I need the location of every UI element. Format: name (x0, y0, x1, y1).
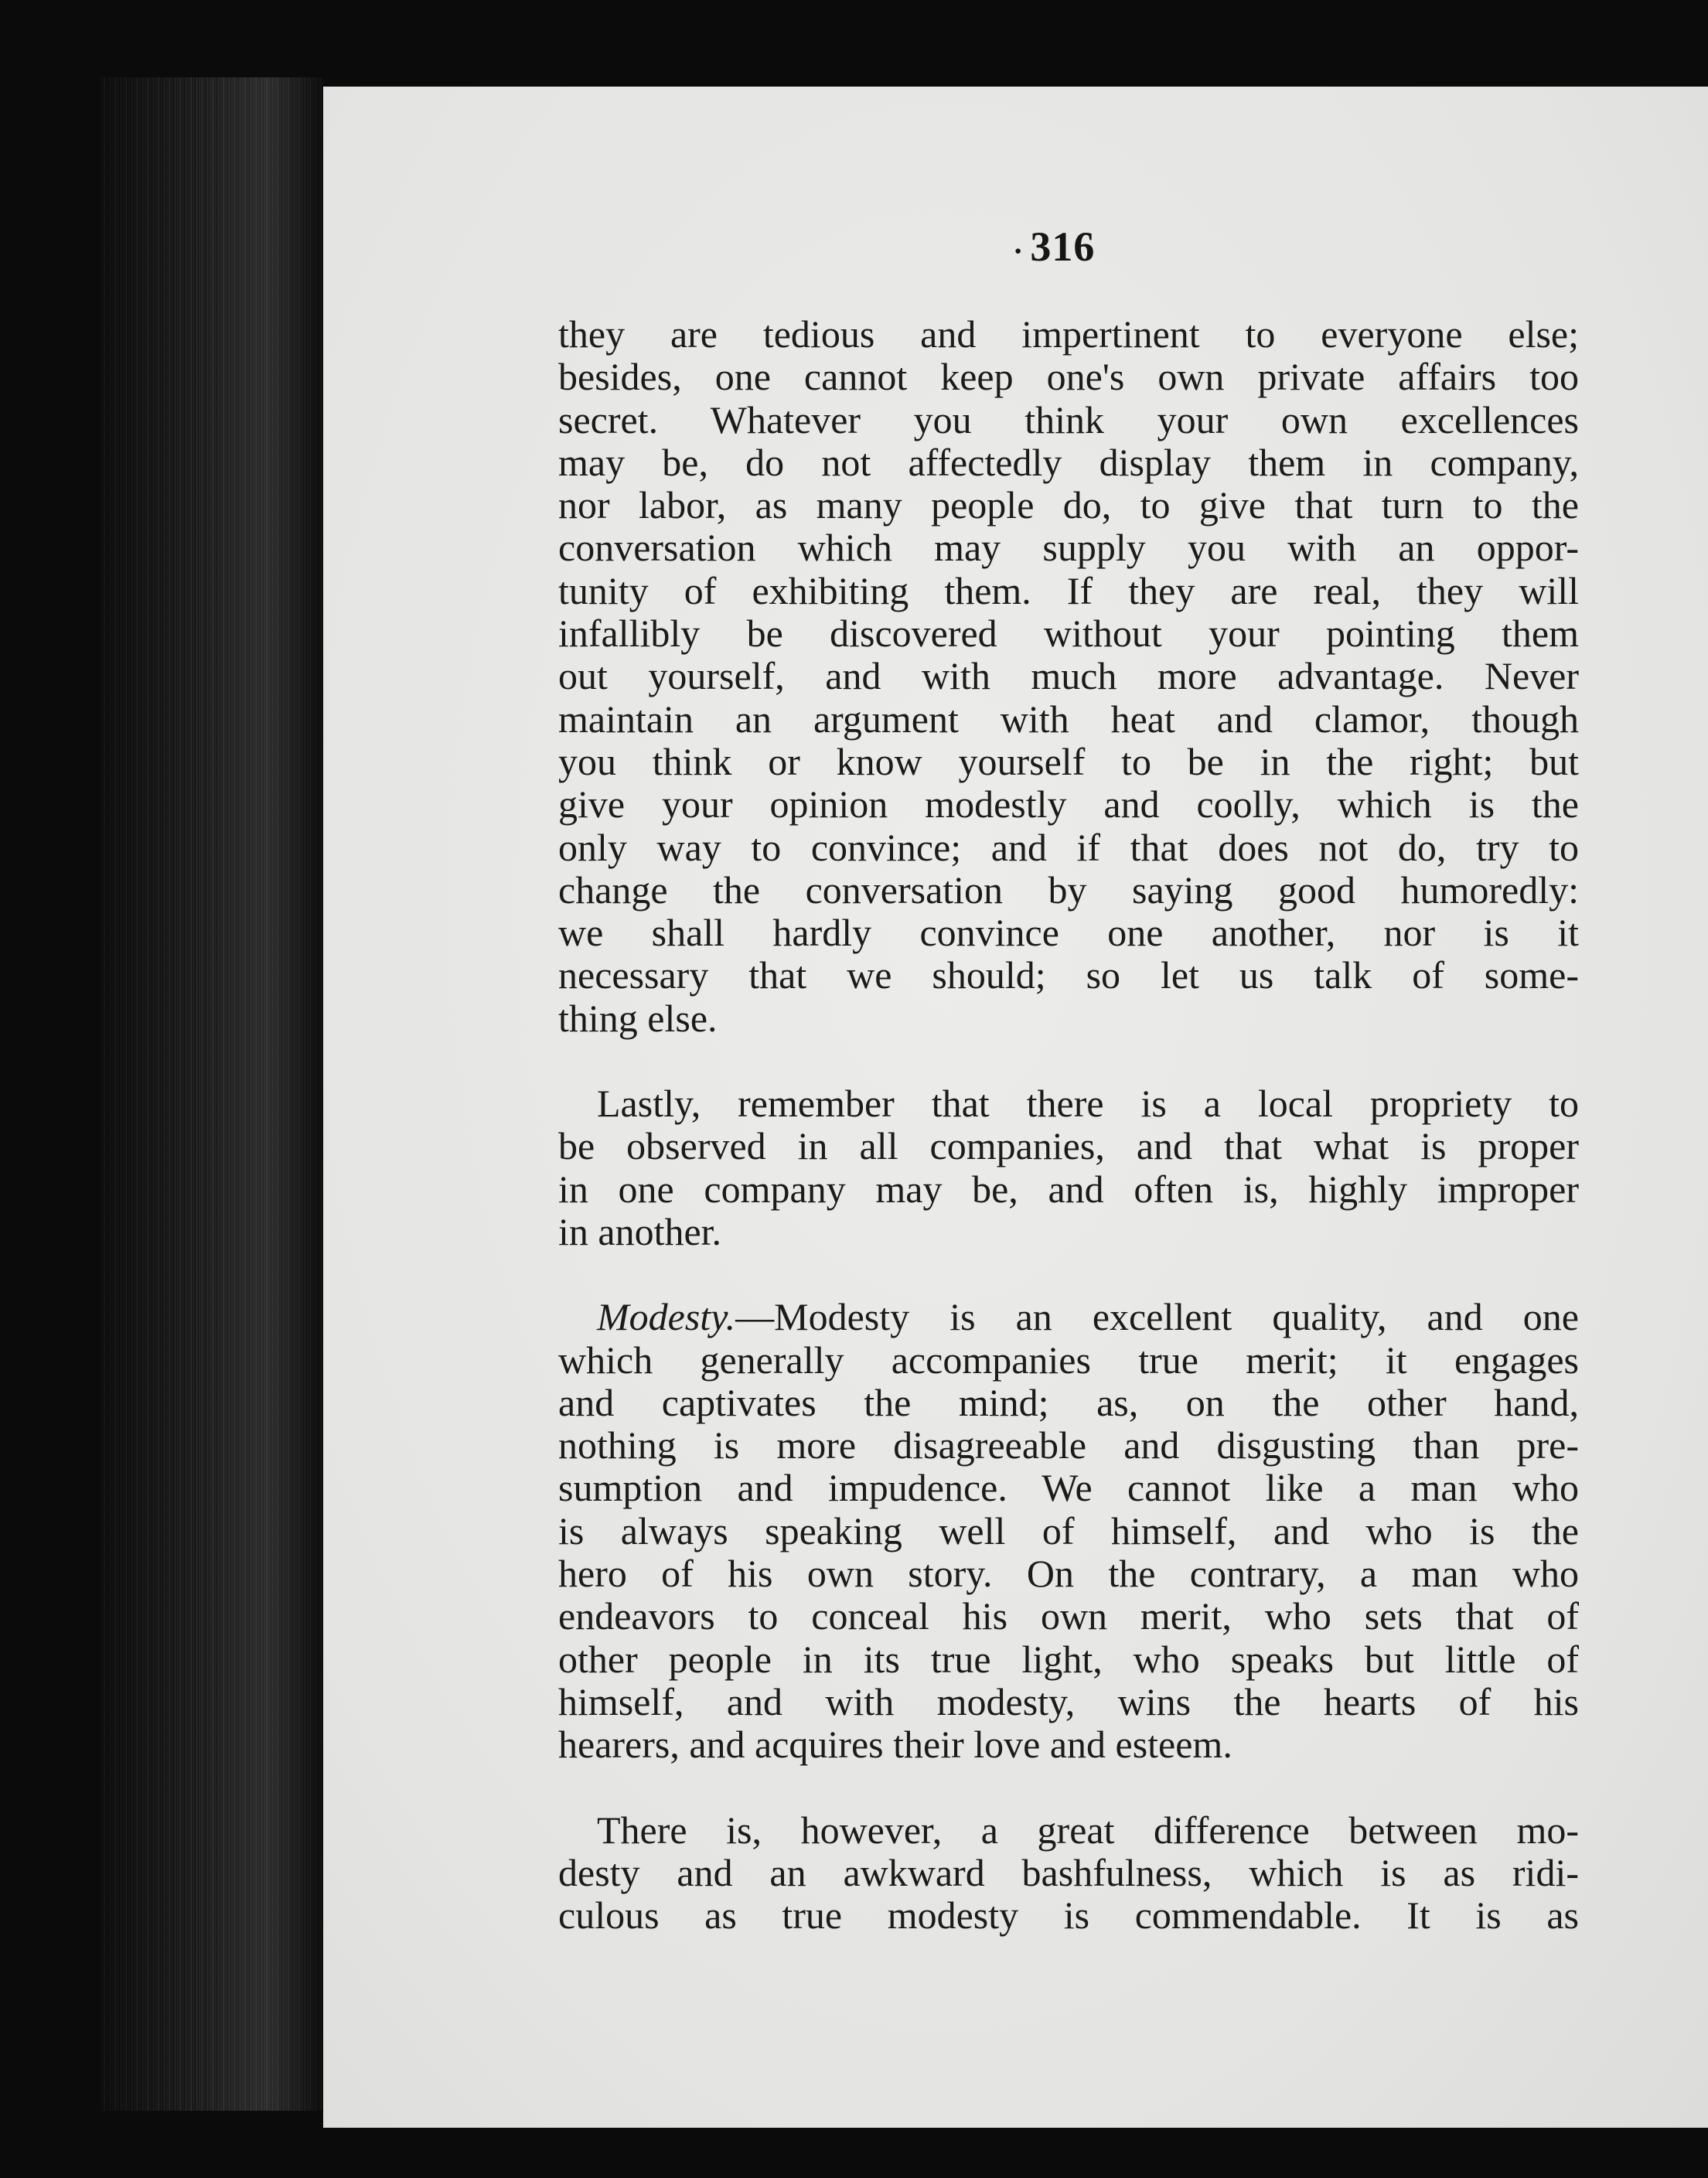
text-line: in one company may be, and often is, highly improper (558, 1167, 1579, 1211)
text-line: which generally accompanies true merit; it engages (558, 1338, 1579, 1382)
text-line: maintain an argument with heat and clamor, though (558, 697, 1579, 741)
text-line: only way to convince; and if that does not do, try to (558, 826, 1579, 869)
paragraph-2 (558, 1082, 1579, 1253)
text-line: in another. (558, 1210, 722, 1253)
text-line: Lastly, remember that there is a local propriety to (597, 1082, 1579, 1126)
text-line: hearers, and acquires their love and esteem. (558, 1723, 1232, 1767)
text-line: be observed in all companies, and that what is proper (558, 1125, 1579, 1168)
text-line (558, 1296, 1579, 1338)
text-line: change the conversation by saying good humoredly: (558, 868, 1579, 912)
text-line: culous as true modesty is commendable. It is as (558, 1894, 1579, 1938)
text-line: other people in its true light, who speaks but little of (558, 1638, 1579, 1681)
text-line-rest: —Modesty is an excellent quality, and one (735, 1296, 1579, 1339)
text-line: conversation which may supply you with an oppor- (558, 527, 1579, 570)
text-line: you think or know yourself to be in the right; but (558, 740, 1579, 783)
page-number-dot: · (1013, 233, 1024, 269)
text-line: out yourself, and with much more advantage. Never (558, 655, 1579, 698)
text-line: tunity of exhibiting them. If they are real, they will (558, 569, 1579, 612)
text-line: nothing is more disagreeable and disgusting than pre- (558, 1424, 1579, 1467)
text-line: infallibly be discovered without your pointing them (558, 612, 1579, 656)
text-line: is always speaking well of himself, and who is the (558, 1509, 1579, 1553)
page-number-text: 316 (1030, 223, 1096, 270)
text-line: we shall hardly convince one another, nor is it (558, 912, 1579, 955)
text-line: himself, and with modesty, wins the hearts of his (558, 1680, 1579, 1723)
text-line: and captivates the mind; as, on the other hand, (558, 1381, 1579, 1424)
text-line: may be, do not affectedly display them in company, (558, 441, 1579, 484)
section-heading-modesty: Modesty. (597, 1296, 736, 1339)
paragraph-3 (558, 1296, 1579, 1766)
paragraph-1 (558, 313, 1579, 1040)
body-text (558, 313, 1579, 1979)
text-line: necessary that we should; so let us talk of some- (558, 954, 1579, 997)
book-spine-edge (101, 77, 325, 2111)
text-line: endeavors to conceal his own merit, who sets that of (558, 1595, 1579, 1638)
paragraph-4 (558, 1809, 1579, 1938)
text-line: hero of his own story. On the contrary, a man who (558, 1553, 1579, 1596)
text-line: besides, one cannot keep one's own private affairs too (558, 356, 1579, 399)
page-number (1013, 223, 1129, 271)
text-line: There is, however, a great difference between mo- (597, 1808, 1579, 1852)
text-line: nor labor, as many people do, to give that turn to the (558, 484, 1579, 527)
text-line: secret. Whatever you think your own excellences (558, 398, 1579, 441)
text-line: desty and an awkward bashfulness, which is as ridi- (558, 1851, 1579, 1894)
text-line: thing else. (558, 997, 718, 1040)
text-line: they are tedious and impertinent to everyone else; (558, 313, 1579, 356)
text-line: sumption and impudence. We cannot like a man who (558, 1467, 1579, 1510)
text-line: give your opinion modestly and coolly, which is the (558, 783, 1579, 827)
